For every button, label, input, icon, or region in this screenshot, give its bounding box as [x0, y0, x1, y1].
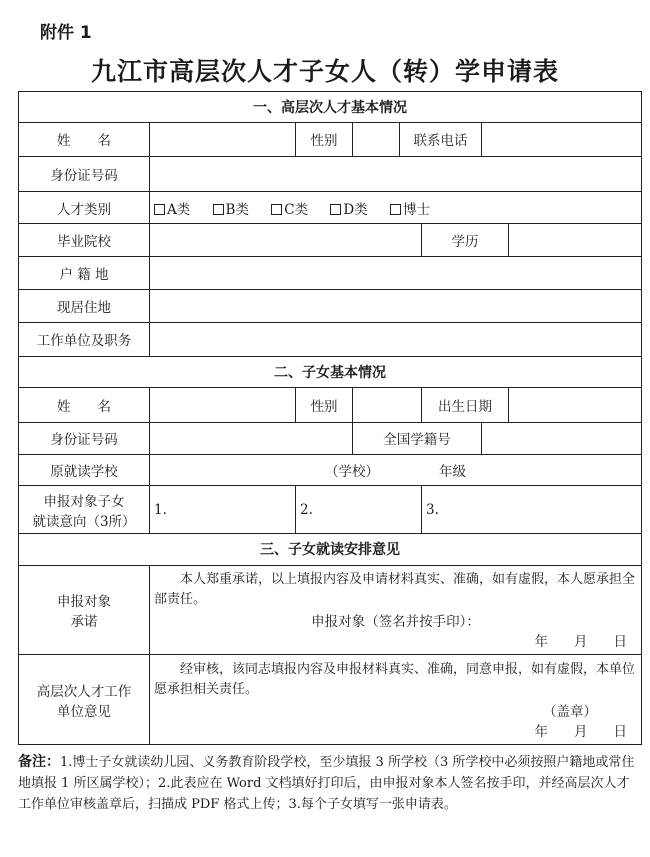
category-option-b[interactable]: B类 — [213, 198, 249, 218]
promise-text: 本人郑重承诺，以上填报内容及申请材料真实、准确，如有虚假，本人愿承担全部责任。 — [154, 571, 636, 607]
talent-gender-label: 性别 — [296, 122, 353, 157]
talent-education-field[interactable] — [509, 224, 642, 257]
category-option-a[interactable]: A类 — [154, 198, 190, 218]
unit-opinion-text: 经审核，该同志填报内容及申报材料真实、准确，同意申报，如有虚假，本单位愿承担相关责任。 — [154, 661, 636, 697]
child-gender-field[interactable] — [353, 388, 422, 423]
footnote — [18, 752, 638, 815]
unit-opinion-label: 高层次人才工作 单位意见 — [19, 655, 150, 745]
school-unit-text: （学校） — [325, 463, 379, 480]
talent-employer-label: 工作单位及职务 — [19, 323, 150, 357]
talent-gender-field[interactable] — [353, 122, 400, 157]
grade-unit-text: 年级 — [439, 463, 466, 480]
talent-employer-field[interactable] — [150, 323, 642, 357]
category-option-c[interactable]: C类 — [271, 198, 308, 218]
promise-sign-text: 申报对象（签名并按手印）： — [311, 613, 480, 630]
child-birth-label: 出生日期 — [422, 388, 509, 423]
talent-id-field[interactable] — [150, 157, 642, 192]
talent-category-options — [150, 191, 642, 224]
talent-phone-label: 联系电话 — [400, 122, 482, 157]
footnote-text: 1.博士子女就读幼儿园、义务教育阶段学校，至少填报 3 所学校（3 所学校中必须按照户籍地或常住地填报 1 所区属学校）；2.此表应在 Word 文档填好打印后，由申报对象本人签名按手印，并经高层次人才工作单位审核盖章后，扫描成 PDF 格式上传；3.每个子女填写一张申请表。 — [18, 755, 635, 812]
intent-choice-2[interactable]: 2. — [296, 486, 422, 534]
application-form — [18, 91, 642, 745]
child-id-label: 身份证号码 — [19, 423, 150, 455]
section-talent-heading: 一、高层次人才基本情况 — [19, 92, 642, 123]
category-option-phd[interactable]: 博士 — [390, 198, 430, 218]
checkbox-icon — [154, 204, 165, 215]
talent-school-label: 毕业院校 — [19, 224, 150, 257]
child-id-field[interactable] — [150, 423, 353, 455]
talent-school-field[interactable] — [150, 224, 422, 257]
child-student-id-label: 全国学籍号 — [353, 423, 482, 455]
talent-education-label: 学历 — [422, 224, 509, 257]
section-child-heading: 二、子女基本情况 — [19, 356, 642, 388]
child-orig-school-field[interactable] — [150, 454, 642, 486]
promise-date: 年 月 日 — [534, 633, 627, 650]
child-name-field[interactable] — [150, 388, 296, 423]
talent-category-label: 人才类别 — [19, 191, 150, 224]
talent-id-label: 身份证号码 — [19, 157, 150, 192]
child-orig-school-label: 原就读学校 — [19, 454, 150, 486]
checkbox-icon — [330, 204, 341, 215]
child-student-id-field[interactable] — [482, 423, 642, 455]
talent-phone-field[interactable] — [482, 122, 642, 157]
talent-household-label: 户 籍 地 — [19, 256, 150, 289]
promise-cell[interactable] — [150, 565, 642, 655]
promise-label: 申报对象 承诺 — [19, 565, 150, 655]
talent-name-label: 姓 名 — [19, 122, 150, 157]
child-birth-field[interactable] — [509, 388, 642, 423]
section-arrangement-heading: 三、子女就读安排意见 — [19, 534, 642, 566]
checkbox-icon — [271, 204, 282, 215]
unit-date: 年 月 日 — [534, 723, 627, 740]
unit-seal-text: （盖章） — [543, 703, 597, 720]
talent-name-field[interactable] — [150, 122, 296, 157]
category-option-d[interactable]: D类 — [330, 198, 367, 218]
checkbox-icon — [213, 204, 224, 215]
child-name-label: 姓 名 — [19, 388, 150, 423]
child-intent-label: 申报对象子女 就读意向（3所） — [19, 486, 150, 534]
talent-residence-field[interactable] — [150, 289, 642, 323]
talent-household-field[interactable] — [150, 256, 642, 289]
footnote-label: 备注： — [18, 754, 60, 770]
unit-opinion-cell[interactable] — [150, 655, 642, 745]
intent-choice-3[interactable]: 3. — [422, 486, 642, 534]
intent-choice-1[interactable]: 1. — [150, 486, 296, 534]
attachment-label: 附件 1 — [40, 23, 92, 43]
child-gender-label: 性别 — [296, 388, 353, 423]
talent-residence-label: 现居住地 — [19, 289, 150, 323]
page-title: 九江市高层次人才子女人（转）学申请表 — [90, 57, 559, 86]
checkbox-icon — [390, 204, 401, 215]
